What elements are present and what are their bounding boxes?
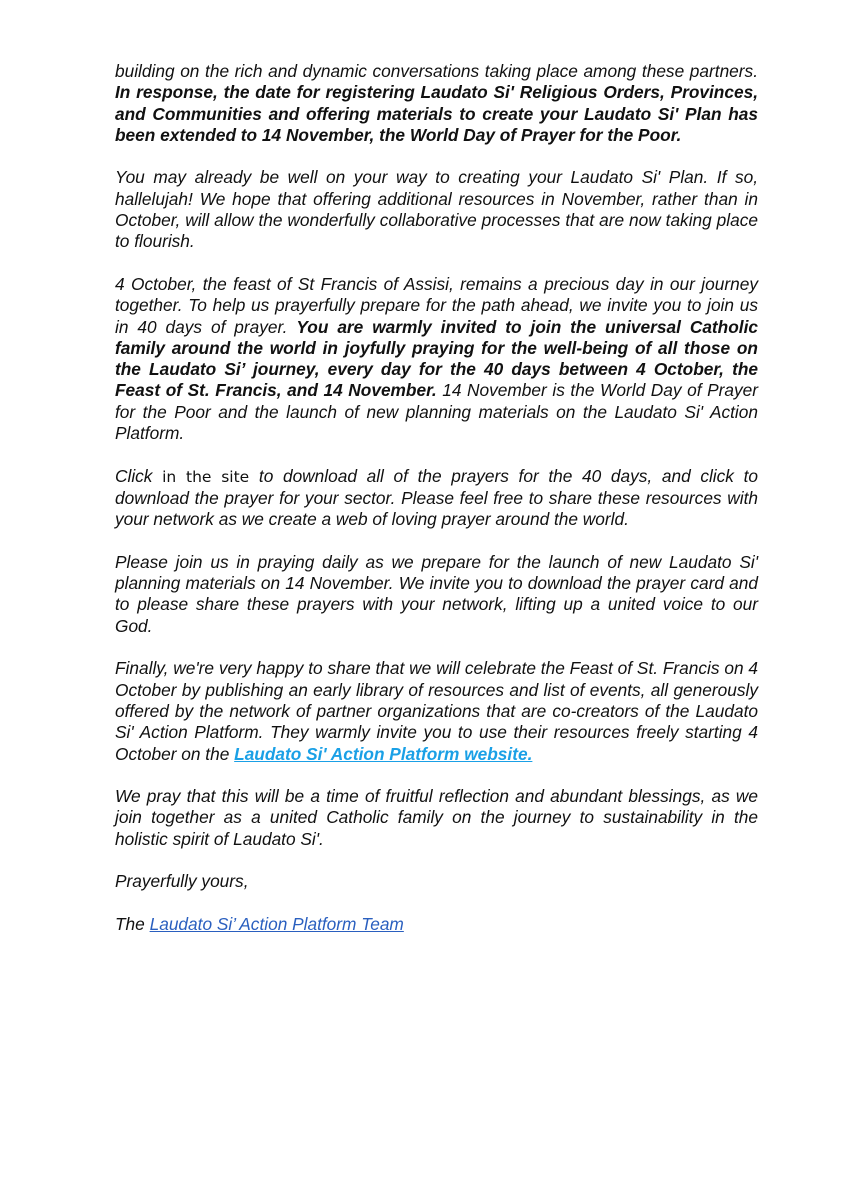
signature [115,914,758,935]
paragraph-join-praying: Please join us in praying daily as we prepare for the launch of new Laudato Si' planning materials on 14 November. We invite you to download the prayer card and to please share these prayers with your network, lifting up a united voice to our God. [115,551,758,636]
click-text: Click [115,465,153,486]
site-text: in the site [162,467,250,486]
closing-salutation: Prayerfully yours, [115,871,249,892]
paragraph-laudato-plan: You may already be well on your way to creating your Laudato Si' Plan. If so, hallelujah! We hope that offering additional resources in November, rather than in October, will allow the wonderfully collaborative processes that are now taking place to flourish. [115,167,758,252]
signature-prefix: The [115,913,145,934]
paragraph-text: Finally, we're very happy to share that we will celebrate the Feast of St. Francis on 4 October by publishing an early library of resources and list of events, all generously offered by the network of partner organizations that are co-creators of the Laudato Si' Action Platform. They warmly invite you to use their resources freely starting 4 October on the [115,658,758,764]
paragraph-text: 14 November is the World Day of Prayer for the Poor and the launch of new planning materials on the Laudato Si' Action Platform. [115,380,758,444]
paragraph-40-days-prayer [115,274,758,444]
registration-extension-notice: In response, the date for registering Laudato Si' Religious Orders, Provinces, and Communities and offering materials to create your Laudato Si' Plan has been extended to 14 November, the World Day of Prayer for the Poor. [115,82,758,145]
prayer-invitation: You are warmly invited to join the universal Catholic family around the world in joyfully praying for the well-being of all those on the Laudato Si’ journey, every day for the 40 days between 4 October, the Feast of St. Francis, and 14 November. [115,316,759,401]
paragraph-text: to download all of the prayers for the 40 days, and click to download the prayer for your sector. Please feel free to share these resources with your network as we create a web of loving prayer around the world. [115,465,758,530]
paragraph-text: 4 October, the feast of St Francis of Assisi, remains a precious day in our journey together. To help us prayerfully prepare for the path ahead, we invite you to join us in 40 days of prayer. [115,273,758,337]
action-platform-team-link[interactable]: Laudato Si’ Action Platform Team [149,913,404,934]
paragraph-text: building on the rich and dynamic conversations taking place among these partners. [115,61,758,81]
paragraph-feast-resources [115,658,758,764]
letter-body [115,61,758,956]
paragraph-blessing: We pray that this will be a time of fruitful reflection and abundant blessings, as we join together as a united Catholic family on the journey to sustainability in the holistic spirit of Laudato Si'. [115,786,758,849]
paragraph-download-prayers [115,466,758,531]
action-platform-website-link[interactable]: Laudato Si' Action Platform website. [234,743,533,764]
paragraph-registration-extension [115,61,758,146]
